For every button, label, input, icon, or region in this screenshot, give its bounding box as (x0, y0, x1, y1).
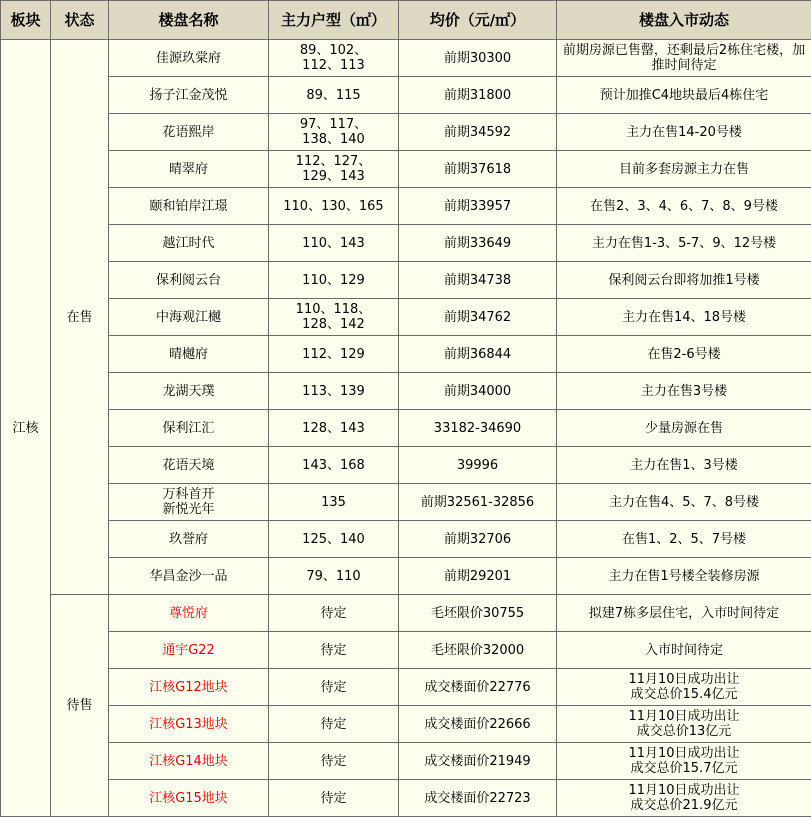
market-news-cell (557, 299, 811, 336)
avg-price-cell (399, 188, 557, 225)
property-name-cell (109, 188, 269, 225)
property-name-cell (109, 410, 269, 447)
avg-price-cell-text: 前期30300 (443, 50, 512, 66)
market-news-cell (557, 188, 811, 225)
market-news-cell (557, 77, 811, 114)
table-row (1, 188, 811, 225)
property-name-cell (109, 669, 269, 706)
avg-price-cell (399, 447, 557, 484)
unit-type-cell-text: 110、130、165 (283, 198, 384, 214)
avg-price-cell-text: 前期33957 (443, 198, 512, 214)
property-name-cell-text: 中海观江樾 (155, 309, 221, 325)
market-news-cell (557, 336, 811, 373)
unit-type-cell (269, 447, 399, 484)
unit-type-cell-text: 113、139 (302, 383, 365, 399)
property-name-cell (109, 151, 269, 188)
table-row (1, 447, 811, 484)
property-name-cell (109, 521, 269, 558)
unit-type-cell-text: 135 (321, 494, 346, 510)
header-avg-price: 均价（元/㎡） (399, 1, 557, 40)
market-news-cell-text: 入市时间待定 (644, 642, 723, 658)
property-name-cell-text: 越江时代 (162, 235, 215, 251)
unit-type-cell-text: 待定 (320, 679, 347, 695)
property-name-cell-text: 江核G12地块 (149, 679, 228, 695)
property-name-cell-text: 扬子江金茂悦 (149, 87, 228, 103)
property-name-cell (109, 114, 269, 151)
property-name-cell (109, 484, 269, 521)
property-name-cell-text: 通宇G22 (162, 642, 215, 658)
avg-price-cell-text: 前期31800 (443, 87, 512, 103)
table-row (1, 262, 811, 299)
avg-price-cell (399, 336, 557, 373)
unit-type-cell (269, 521, 399, 558)
market-news-cell (557, 521, 811, 558)
property-name-cell-text: 保利江汇 (162, 420, 215, 436)
market-news-cell (557, 262, 811, 299)
table-row (1, 706, 811, 743)
table-row (1, 410, 811, 447)
avg-price-cell-text: 前期34762 (443, 309, 512, 325)
unit-type-cell (269, 373, 399, 410)
property-name-cell-text: 龙湖天璞 (162, 383, 215, 399)
avg-price-cell (399, 151, 557, 188)
avg-price-cell-text: 成交楼面价22776 (424, 679, 531, 695)
market-news-cell (557, 447, 811, 484)
avg-price-cell (399, 262, 557, 299)
market-news-cell (557, 780, 811, 817)
property-name-cell-text: 江核G15地块 (149, 790, 228, 806)
market-news-cell (557, 40, 811, 77)
property-name-cell-text: 晴樾府 (168, 346, 208, 362)
market-news-cell-text: 保利阅云台即将加推1号楼 (608, 272, 760, 288)
table-row (1, 225, 811, 262)
unit-type-cell (269, 299, 399, 336)
market-news-cell-text: 11月10日成功出让 成交总价21.9亿元 (628, 783, 740, 813)
avg-price-cell (399, 780, 557, 817)
avg-price-cell (399, 521, 557, 558)
avg-price-cell-text: 前期36844 (443, 346, 512, 362)
market-news-cell-text: 前期房源已售罄，还剩最后2栋住宅楼，加推时间待定 (562, 43, 806, 73)
market-news-cell-text: 拟建7栋多层住宅，入市时间待定 (588, 605, 780, 621)
header-region: 板块 (1, 1, 51, 40)
avg-price-cell-text: 毛坯限价30755 (430, 605, 525, 621)
unit-type-cell (269, 743, 399, 780)
avg-price-cell (399, 114, 557, 151)
avg-price-cell-text: 33182-34690 (433, 420, 522, 436)
unit-type-cell-text: 89、102、 112、113 (299, 43, 368, 73)
unit-type-cell (269, 262, 399, 299)
market-news-cell-text: 主力在售1号楼全装修房源 (608, 568, 760, 584)
unit-type-cell-text: 110、143 (302, 235, 365, 251)
avg-price-cell-text: 前期37618 (443, 161, 512, 177)
unit-type-cell-text: 待定 (320, 753, 347, 769)
property-name-cell-text: 万科首开 新悦光年 (162, 487, 215, 517)
unit-type-cell-text: 79、110 (306, 568, 361, 584)
property-name-cell-text: 花语天境 (162, 457, 215, 473)
unit-type-cell (269, 114, 399, 151)
unit-type-cell (269, 484, 399, 521)
market-news-cell-text: 目前多套房源主力在售 (618, 161, 749, 177)
unit-type-cell (269, 706, 399, 743)
unit-type-cell-text: 112、127、 129、143 (295, 154, 372, 184)
avg-price-cell-text: 前期34000 (443, 383, 512, 399)
property-name-cell (109, 743, 269, 780)
property-name-cell (109, 262, 269, 299)
avg-price-cell-text: 成交楼面价21949 (424, 753, 531, 769)
property-name-cell-text: 江核G14地块 (149, 753, 228, 769)
avg-price-cell-text: 前期33649 (443, 235, 512, 251)
market-news-cell-text: 11月10日成功出让 成交总价13亿元 (628, 709, 740, 739)
avg-price-cell-text: 前期29201 (443, 568, 512, 584)
unit-type-cell-text: 143、168 (302, 457, 365, 473)
unit-type-cell-text: 112、129 (302, 346, 365, 362)
unit-type-cell (269, 225, 399, 262)
market-news-cell-text: 主力在售14、18号楼 (621, 309, 747, 325)
unit-type-cell (269, 595, 399, 632)
property-name-cell-text: 尊悦府 (168, 605, 208, 621)
avg-price-cell (399, 632, 557, 669)
table-row (1, 743, 811, 780)
market-news-cell-text: 11月10日成功出让 成交总价15.7亿元 (628, 746, 740, 776)
table-row (1, 669, 811, 706)
market-news-cell (557, 669, 811, 706)
market-news-cell-text: 主力在售3号楼 (640, 383, 728, 399)
avg-price-cell (399, 373, 557, 410)
table-row (1, 632, 811, 669)
table-row (1, 373, 811, 410)
property-name-cell-text: 花语熙岸 (162, 124, 215, 140)
unit-type-cell (269, 780, 399, 817)
unit-type-cell-text: 110、118、 128、142 (295, 302, 372, 332)
table-row (1, 114, 811, 151)
table-row (1, 336, 811, 373)
avg-price-cell-text: 前期34738 (443, 272, 512, 288)
unit-type-cell (269, 410, 399, 447)
table-row (1, 558, 811, 595)
unit-type-cell (269, 336, 399, 373)
unit-type-cell-text: 128、143 (302, 420, 365, 436)
market-news-cell (557, 632, 811, 669)
unit-type-cell-text: 89、115 (306, 87, 361, 103)
status-cell: 待售 (51, 595, 109, 817)
property-name-cell-text: 华昌金沙一品 (149, 568, 228, 584)
avg-price-cell (399, 595, 557, 632)
property-name-cell (109, 447, 269, 484)
unit-type-cell (269, 188, 399, 225)
unit-type-cell-text: 待定 (320, 605, 347, 621)
avg-price-cell (399, 410, 557, 447)
header-market-news: 楼盘入市动态 (557, 1, 811, 40)
market-news-cell-text: 主力在售14-20号楼 (626, 124, 742, 140)
property-name-cell-text: 保利阅云台 (155, 272, 221, 288)
market-news-cell-text: 11月10日成功出让 成交总价15.4亿元 (628, 672, 740, 702)
table-row (1, 299, 811, 336)
unit-type-cell-text: 待定 (320, 790, 347, 806)
unit-type-cell (269, 558, 399, 595)
market-news-cell-text: 在售2-6号楼 (647, 346, 721, 362)
region-cell: 江核 (1, 40, 51, 817)
header-unit-type: 主力户型（㎡） (269, 1, 399, 40)
avg-price-cell (399, 40, 557, 77)
property-name-cell (109, 558, 269, 595)
unit-type-cell-text: 125、140 (302, 531, 365, 547)
property-name-cell (109, 40, 269, 77)
avg-price-cell (399, 669, 557, 706)
market-news-cell (557, 484, 811, 521)
market-news-cell (557, 706, 811, 743)
header-property-name: 楼盘名称 (109, 1, 269, 40)
property-name-cell-text: 佳源玖棠府 (155, 50, 221, 66)
avg-price-cell-text: 前期32561-32856 (420, 494, 535, 510)
avg-price-cell-text: 毛坯限价32000 (430, 642, 525, 658)
avg-price-cell-text: 成交楼面价22666 (424, 716, 531, 732)
property-name-cell (109, 77, 269, 114)
property-name-cell-text: 颐和铂岸江璟 (149, 198, 228, 214)
unit-type-cell (269, 632, 399, 669)
unit-type-cell (269, 40, 399, 77)
table-row (1, 780, 811, 817)
market-news-cell (557, 151, 811, 188)
property-name-cell-text: 晴翠府 (168, 161, 208, 177)
avg-price-cell-text: 39996 (456, 457, 499, 473)
market-news-cell-text: 主力在售4、5、7、8号楼 (608, 494, 760, 510)
property-name-cell (109, 706, 269, 743)
market-news-cell (557, 558, 811, 595)
header-row (1, 1, 811, 40)
unit-type-cell-text: 110、129 (302, 272, 365, 288)
market-news-cell-text: 主力在售1-3、5-7、9、12号楼 (591, 235, 777, 251)
market-news-cell (557, 743, 811, 780)
table-body (1, 40, 811, 817)
property-name-cell (109, 225, 269, 262)
market-news-cell (557, 373, 811, 410)
market-news-cell (557, 114, 811, 151)
property-name-cell (109, 780, 269, 817)
header-status: 状态 (51, 1, 109, 40)
avg-price-cell (399, 558, 557, 595)
property-name-cell (109, 336, 269, 373)
status-cell: 在售 (51, 40, 109, 595)
unit-type-cell (269, 669, 399, 706)
unit-type-cell (269, 77, 399, 114)
avg-price-cell (399, 706, 557, 743)
unit-type-cell-text: 97、117、 138、140 (299, 117, 368, 147)
unit-type-cell-text: 待定 (320, 642, 347, 658)
property-name-cell (109, 373, 269, 410)
table-row (1, 77, 811, 114)
market-news-cell-text: 在售2、3、4、6、7、8、9号楼 (590, 198, 778, 214)
table-row (1, 521, 811, 558)
avg-price-cell-text: 成交楼面价22723 (424, 790, 531, 806)
table-row (1, 595, 811, 632)
avg-price-cell (399, 299, 557, 336)
avg-price-cell (399, 484, 557, 521)
market-news-cell (557, 595, 811, 632)
avg-price-cell (399, 743, 557, 780)
property-name-cell (109, 595, 269, 632)
market-news-cell (557, 410, 811, 447)
avg-price-cell-text: 前期34592 (443, 124, 512, 140)
avg-price-cell-text: 前期32706 (443, 531, 512, 547)
avg-price-cell (399, 77, 557, 114)
property-name-cell (109, 299, 269, 336)
market-news-cell-text: 在售1、2、5、7号楼 (621, 531, 747, 547)
property-name-cell (109, 632, 269, 669)
property-name-cell-text: 江核G13地块 (149, 716, 228, 732)
property-name-cell-text: 玖誉府 (168, 531, 208, 547)
market-news-cell-text: 预计加推C4地块最后4栋住宅 (599, 87, 769, 103)
avg-price-cell (399, 225, 557, 262)
market-news-cell-text: 主力在售1、3号楼 (630, 457, 738, 473)
market-news-cell-text: 少量房源在售 (644, 420, 723, 436)
unit-type-cell (269, 151, 399, 188)
table-row (1, 484, 811, 521)
unit-type-cell-text: 待定 (320, 716, 347, 732)
table-row (1, 151, 811, 188)
table-row (1, 40, 811, 77)
market-news-cell (557, 225, 811, 262)
